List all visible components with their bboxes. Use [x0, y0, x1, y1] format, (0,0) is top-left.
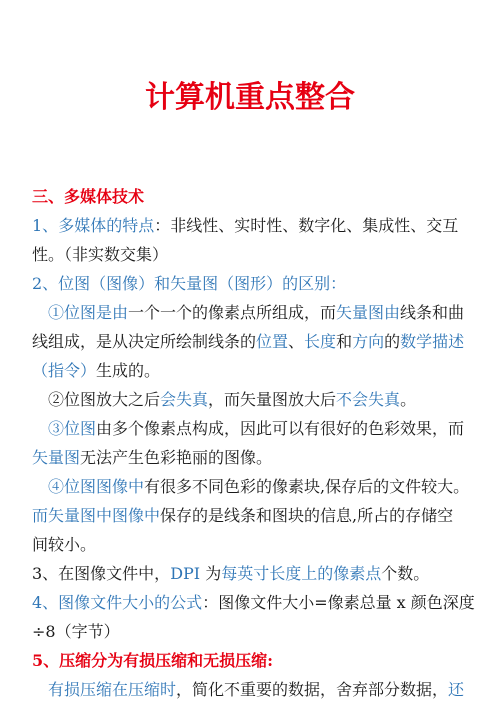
text-span: 多媒体的特点	[58, 216, 155, 235]
text-span: 有损压缩在压缩时	[48, 680, 177, 699]
text-line	[32, 211, 500, 240]
text-span: 性。（非实数交集）	[32, 245, 169, 264]
text-line	[32, 588, 500, 617]
text-line	[32, 269, 500, 298]
text-line	[32, 472, 500, 501]
text-span: 一个一个的像素点所组成，而	[128, 303, 337, 322]
text-line	[32, 530, 500, 559]
text-span: 由多个像素点构成，因此可以有很好的色彩效果，而	[96, 419, 465, 438]
text-span: 个数。	[381, 564, 430, 583]
text-line	[32, 385, 500, 414]
text-span: 矢量图由	[336, 303, 401, 322]
text-line	[32, 675, 500, 704]
text-span: 。	[400, 390, 417, 409]
text-line	[32, 298, 500, 327]
text-span: 3、在图像文件中，	[32, 564, 171, 583]
text-span: DPI	[170, 564, 201, 583]
text-span: ：非线性、实时性、数字化、集成性、交互	[154, 216, 459, 235]
text-span: 的	[384, 332, 401, 351]
section-heading: 三、多媒体技术	[32, 187, 145, 206]
text-span: ，而矢量图放大后	[208, 390, 337, 409]
text-span: （指令）	[32, 361, 97, 380]
text-span: 矢量图	[32, 448, 81, 467]
text-span: 而矢量图中图像中	[32, 506, 161, 525]
text-span: 、	[288, 332, 305, 351]
text-line	[32, 646, 500, 675]
text-line	[32, 414, 500, 443]
text-span: ：图像文件大小=像素总量 x 颜色深度	[202, 593, 475, 612]
text-span: ÷8（字节）	[32, 622, 120, 641]
text-line	[32, 501, 500, 530]
text-line	[32, 240, 500, 269]
text-span: ②位图放大之后	[48, 390, 161, 409]
text-span: 4、图像文件大小的公式	[32, 593, 203, 612]
text-span: 5、压缩分为有损压缩和无损压缩:	[32, 651, 274, 670]
document-body	[0, 182, 500, 704]
text-span: ④位图图像中	[48, 477, 145, 496]
text-span: 1、	[32, 216, 59, 235]
text-line	[32, 327, 500, 356]
text-span: ，简化不重要的数据，舍弃部分数据，	[176, 680, 449, 699]
text-span: 和	[336, 332, 353, 351]
text-span: 线组成，是从决定所绘制线条的	[32, 332, 257, 351]
text-span: 保存的是线条和图块的信息,所占的存储空	[160, 506, 454, 525]
text-span: 位置	[256, 332, 289, 351]
text-span: 有很多不同色彩的像素块,保存后的文件较大。	[144, 477, 470, 496]
text-span: 会失真	[160, 390, 209, 409]
text-line	[32, 617, 500, 646]
text-span: 还	[448, 680, 465, 699]
text-span: 长度	[304, 332, 337, 351]
text-span: 间较小。	[32, 535, 97, 554]
text-span: ①位图是由	[48, 303, 129, 322]
page-title: 计算机重点整合	[145, 80, 355, 115]
text-span: ③位图	[48, 419, 97, 438]
text-span: 每英寸长度上的像素点	[221, 564, 382, 583]
text-span: 2、位图（图像）和矢量图（图形）的区别：	[32, 274, 347, 293]
text-line	[32, 356, 500, 385]
text-line	[32, 443, 500, 472]
text-span: 线条和曲	[400, 303, 465, 322]
text-span: 方向	[352, 332, 385, 351]
text-span: 数学描述	[400, 332, 465, 351]
text-span: 无法产生色彩艳丽的图像。	[80, 448, 273, 467]
text-line	[32, 559, 500, 588]
text-span: 为	[200, 564, 222, 583]
text-span: 不会失真	[336, 390, 401, 409]
text-span: 生成的。	[96, 361, 161, 380]
